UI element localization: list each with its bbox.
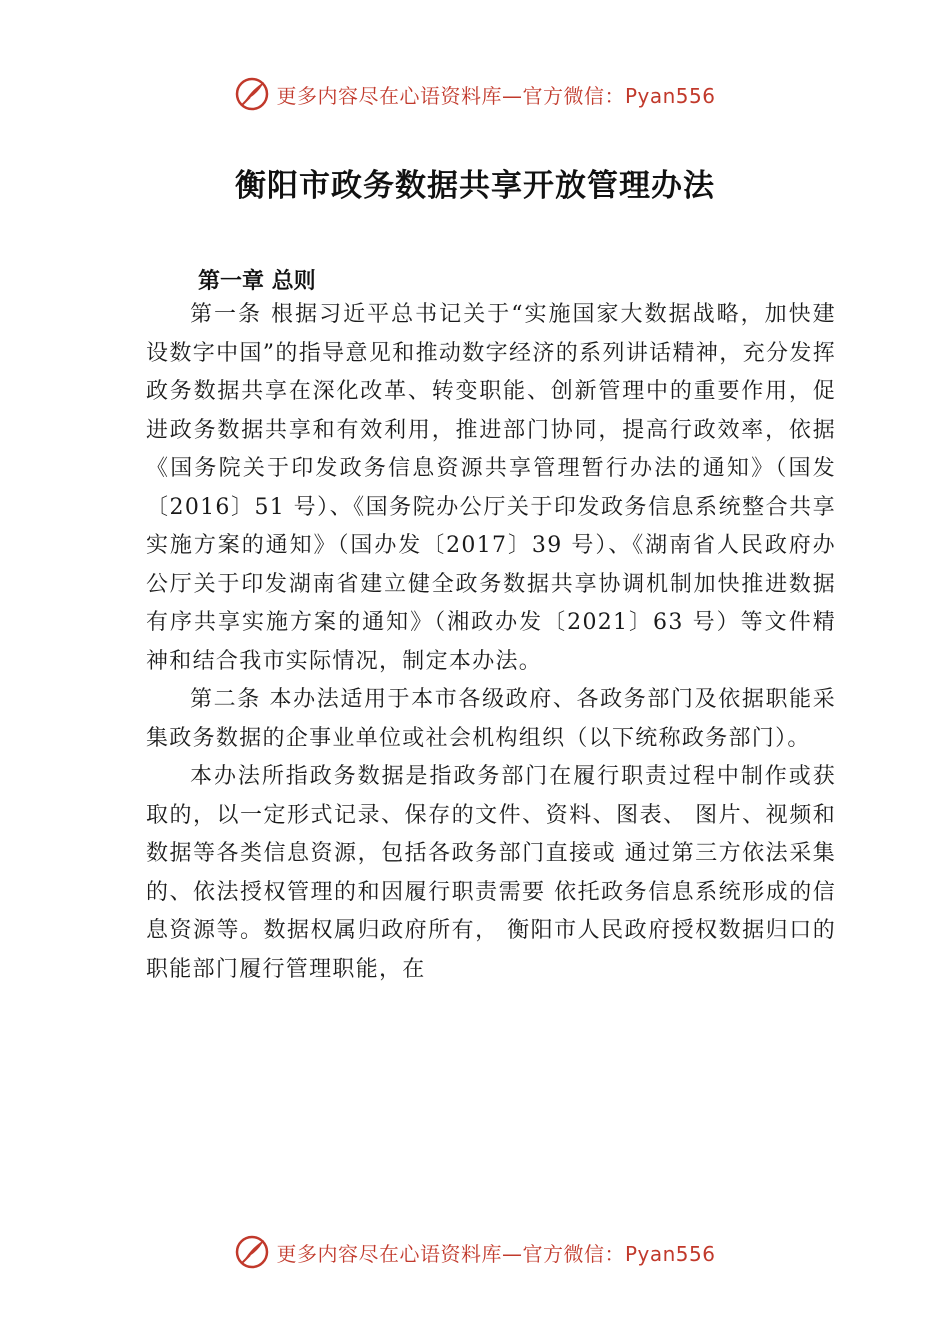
watermark-header	[0, 74, 950, 114]
feather-logo-icon	[234, 76, 270, 112]
chapter-heading: 第一章 总则	[198, 269, 316, 294]
watermark-footer	[0, 1232, 950, 1272]
document-title: 衡阳市政务数据共享开放管理办法	[235, 168, 715, 204]
watermark-text: 更多内容尽在心语资料库—官方微信：Pyan556	[276, 83, 716, 108]
paragraph-article-1: 第一条 根据习近平总书记关于“实施国家大数据战略，加快建设数字中国”的指导意见和推动数字经济的系列讲话精神，充分发挥政务数据共享在深化改革、转变职能、创新管理中的重要作用，促进政务数据共享和有效利用，推进部门协同，提高行政效率，依据《国务院关于印发政务信息资源共享管理暂行办法的通知》（国发〔2016〕51 号）、《国务院办公厅关于印发政务信息系统整合共享实施方案的通知》（国办发〔2017〕39 号）、《湖南省人民政府办公厅关于印发湖南省建立健全政务数据共享协调机制加快推进数据有序共享实施方案的通知》（湘政办发〔2021〕63 号）等文件精神和结合我市实际情况，制定本办法。	[146, 302, 836, 674]
watermark-text: 更多内容尽在心语资料库—官方微信：Pyan556	[276, 1241, 716, 1266]
paragraph-article-2: 第二条 本办法适用于本市各级政府、各政务部门及依据职能采集政务数据的企事业单位或社会机构组织（以下统称政务部门）。	[146, 687, 836, 751]
feather-logo-icon	[234, 1234, 270, 1270]
document-body	[146, 296, 836, 989]
paragraph-definition: 本办法所指政务数据是指政务部门在履行职责过程中制作或获取的，以一定形式记录、保存的文件、资料、图表、 图片、视频和数据等各类信息资源，包括各政务部门直接或 通过第三方依法采集的、依法授权管理的和因履行职责需要 依托政务信息系统形成的信息资源等。数据权属归政府所有， 衡阳市人民政府授权数据归口的职能部门履行管理职能，在	[146, 764, 836, 982]
